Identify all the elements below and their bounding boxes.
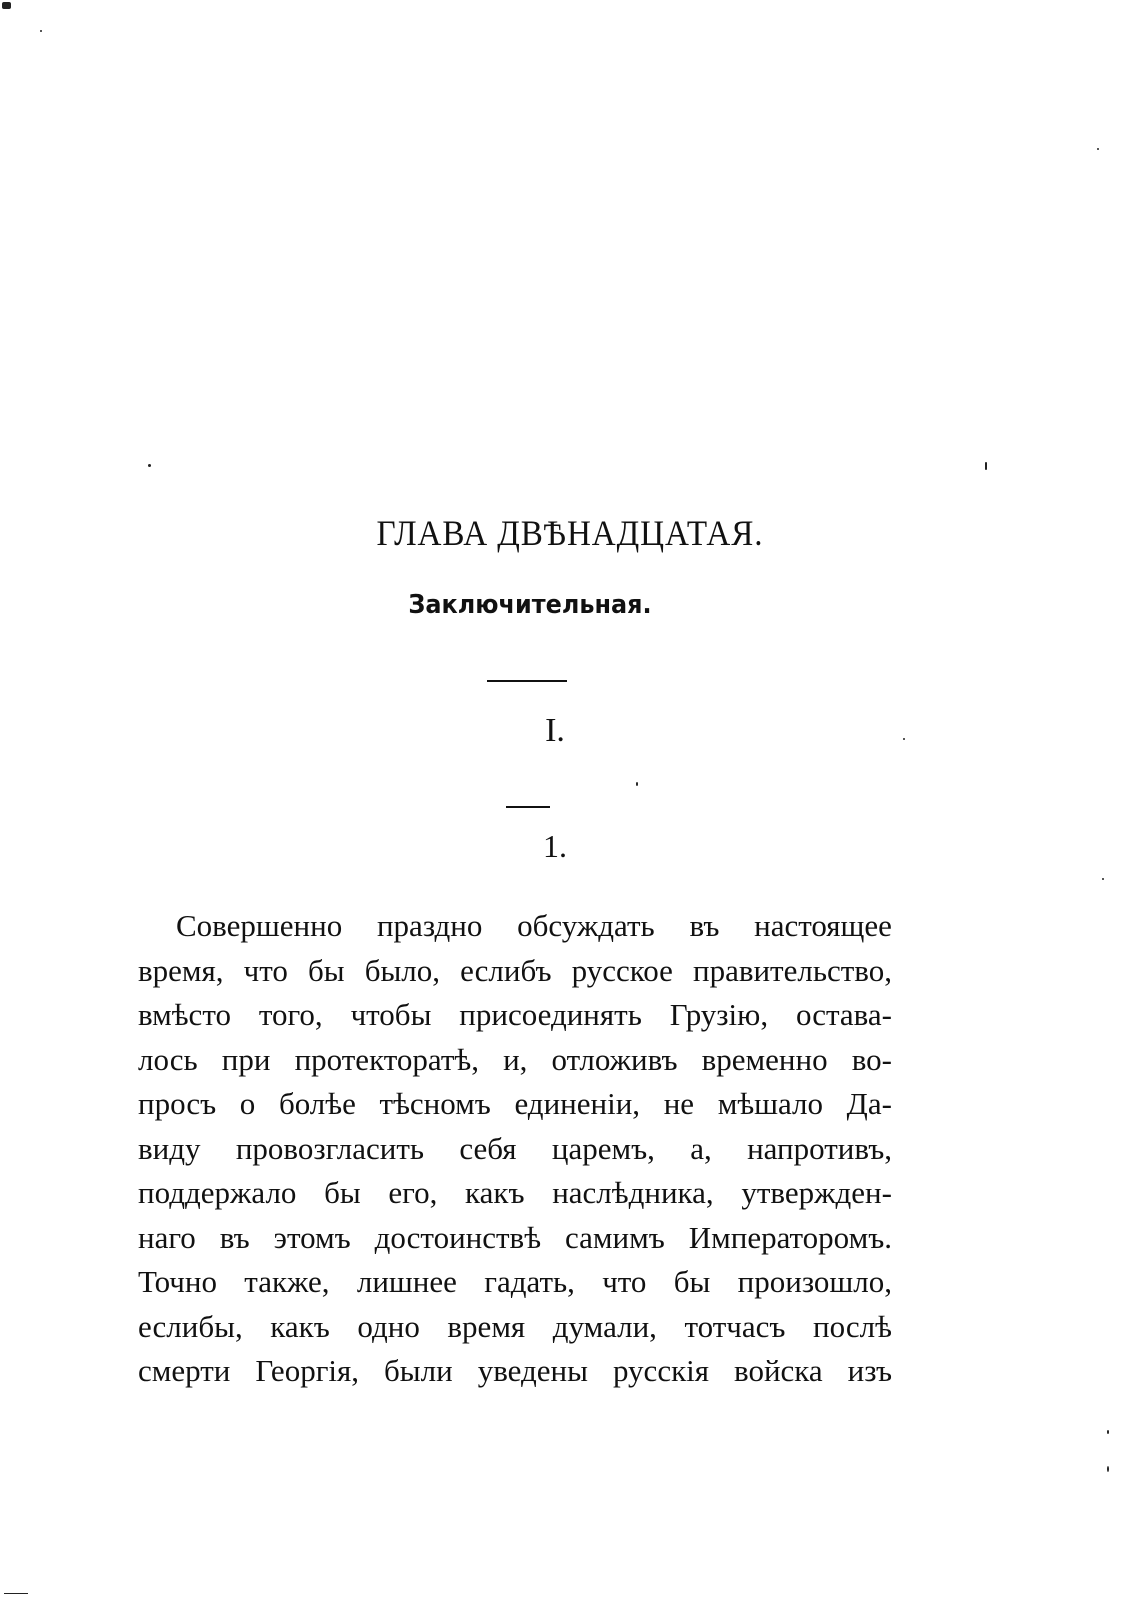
word: отложивъ bbox=[551, 1041, 678, 1077]
word: Совершенно bbox=[176, 908, 343, 943]
text-line bbox=[138, 993, 892, 1038]
text-line-words bbox=[138, 1216, 892, 1261]
word: его, bbox=[388, 1175, 438, 1210]
word: тѣсномъ bbox=[379, 1086, 491, 1121]
word: единеніи, bbox=[514, 1086, 641, 1121]
text-line-words bbox=[138, 1305, 892, 1350]
scan-speck bbox=[1097, 148, 1099, 150]
word: того, bbox=[258, 997, 323, 1032]
word: лось bbox=[138, 1041, 198, 1077]
text-line-words bbox=[138, 1260, 892, 1305]
scan-speck bbox=[2, 2, 11, 9]
text-line bbox=[138, 1349, 892, 1394]
divider-rule bbox=[506, 806, 550, 808]
word: какъ bbox=[465, 1175, 525, 1210]
word: въ bbox=[219, 1219, 250, 1255]
word: утвержден- bbox=[741, 1175, 892, 1210]
word: въ bbox=[689, 908, 720, 943]
word: одно bbox=[357, 1308, 420, 1344]
word: уведены bbox=[477, 1353, 588, 1388]
word: русскія bbox=[612, 1353, 710, 1388]
word: остава- bbox=[795, 997, 892, 1032]
word: этомъ bbox=[273, 1219, 351, 1255]
word: мѣшало bbox=[717, 1086, 824, 1121]
word: провозгласить bbox=[235, 1130, 425, 1166]
text-line bbox=[138, 1038, 892, 1083]
word: не bbox=[663, 1086, 695, 1121]
word: наслѣдника, bbox=[552, 1175, 714, 1210]
text-line bbox=[138, 1127, 892, 1172]
word: просъ bbox=[138, 1086, 217, 1121]
text-line bbox=[138, 1305, 892, 1350]
word: произошло, bbox=[737, 1264, 892, 1299]
word: бы bbox=[324, 1175, 361, 1210]
text-line-words bbox=[138, 1038, 892, 1083]
word: думали, bbox=[552, 1308, 657, 1344]
word: протекторатѣ, bbox=[294, 1041, 479, 1077]
text-line-words bbox=[176, 904, 892, 949]
text-line bbox=[138, 904, 892, 949]
word: о bbox=[239, 1086, 256, 1121]
text-line bbox=[138, 1260, 892, 1305]
word: время, bbox=[138, 952, 224, 988]
chapter-title: ГЛАВА ДВѢНАДЦАТАЯ. bbox=[376, 513, 764, 553]
word: царемъ, bbox=[551, 1130, 655, 1166]
scan-speck bbox=[985, 462, 987, 470]
word: болѣе bbox=[278, 1086, 356, 1121]
word: русское bbox=[571, 952, 673, 988]
chapter-subtitle: Заключительная. bbox=[408, 590, 652, 620]
word: достоинствѣ bbox=[374, 1219, 542, 1255]
word: вмѣсто bbox=[138, 997, 231, 1032]
word: наго bbox=[138, 1219, 196, 1255]
word: еслибы, bbox=[138, 1308, 243, 1344]
word: войска bbox=[734, 1353, 823, 1388]
scan-speck bbox=[1107, 1466, 1109, 1472]
word: и, bbox=[503, 1041, 528, 1077]
text-line bbox=[138, 949, 892, 994]
word: послѣ bbox=[813, 1308, 892, 1344]
word: виду bbox=[138, 1130, 201, 1166]
word: себя bbox=[459, 1130, 517, 1166]
scan-speck bbox=[40, 30, 42, 32]
word: какъ bbox=[270, 1308, 330, 1344]
word: во- bbox=[851, 1041, 892, 1077]
word: а, bbox=[690, 1130, 712, 1166]
word: настоящее bbox=[754, 908, 892, 943]
word: время bbox=[447, 1308, 526, 1344]
word: Да- bbox=[846, 1086, 892, 1121]
text-line-words bbox=[138, 1082, 892, 1127]
text-line-words bbox=[138, 993, 892, 1038]
word: были bbox=[384, 1353, 453, 1388]
word: присоединять bbox=[459, 997, 642, 1032]
word: что bbox=[243, 952, 288, 988]
scan-speck bbox=[4, 1593, 28, 1594]
word: при bbox=[221, 1041, 271, 1077]
word: смерти bbox=[138, 1353, 231, 1388]
word: бы bbox=[673, 1264, 711, 1299]
section-numeral: I. bbox=[545, 712, 565, 749]
word: поддержало bbox=[138, 1175, 297, 1210]
text-line-words bbox=[138, 1349, 892, 1394]
word: гадать, bbox=[484, 1264, 575, 1299]
word: напротивъ, bbox=[747, 1130, 892, 1166]
text-line bbox=[138, 1082, 892, 1127]
word: бы bbox=[307, 952, 345, 988]
subsection-number: 1. bbox=[543, 828, 567, 864]
word: правительство, bbox=[692, 952, 892, 988]
text-line-words bbox=[138, 1127, 892, 1172]
word: чтобы bbox=[350, 997, 432, 1032]
word: обсуждать bbox=[517, 908, 655, 943]
word: изъ bbox=[847, 1353, 892, 1388]
scan-speck bbox=[1107, 1430, 1109, 1434]
word: Грузію, bbox=[669, 997, 769, 1032]
word: еслибъ bbox=[460, 952, 552, 988]
scan-speck bbox=[148, 464, 151, 467]
word: Георгія, bbox=[255, 1353, 360, 1388]
scan-speck bbox=[636, 782, 638, 786]
word: также, bbox=[244, 1264, 330, 1299]
divider-rule bbox=[487, 680, 567, 682]
word: самимъ bbox=[565, 1219, 665, 1255]
word: тотчасъ bbox=[684, 1308, 786, 1344]
word: Императоромъ. bbox=[688, 1219, 892, 1255]
text-line-words bbox=[138, 1171, 892, 1216]
scan-speck bbox=[1102, 878, 1104, 880]
text-line-words bbox=[138, 949, 892, 994]
word: что bbox=[602, 1264, 647, 1299]
word: праздно bbox=[376, 908, 483, 943]
word: лишнее bbox=[356, 1264, 457, 1299]
word: было, bbox=[364, 952, 441, 988]
word: временно bbox=[701, 1041, 828, 1077]
text-line bbox=[138, 1216, 892, 1261]
word: Точно bbox=[138, 1264, 217, 1299]
body-paragraph bbox=[138, 904, 892, 1394]
text-line bbox=[138, 1171, 892, 1216]
